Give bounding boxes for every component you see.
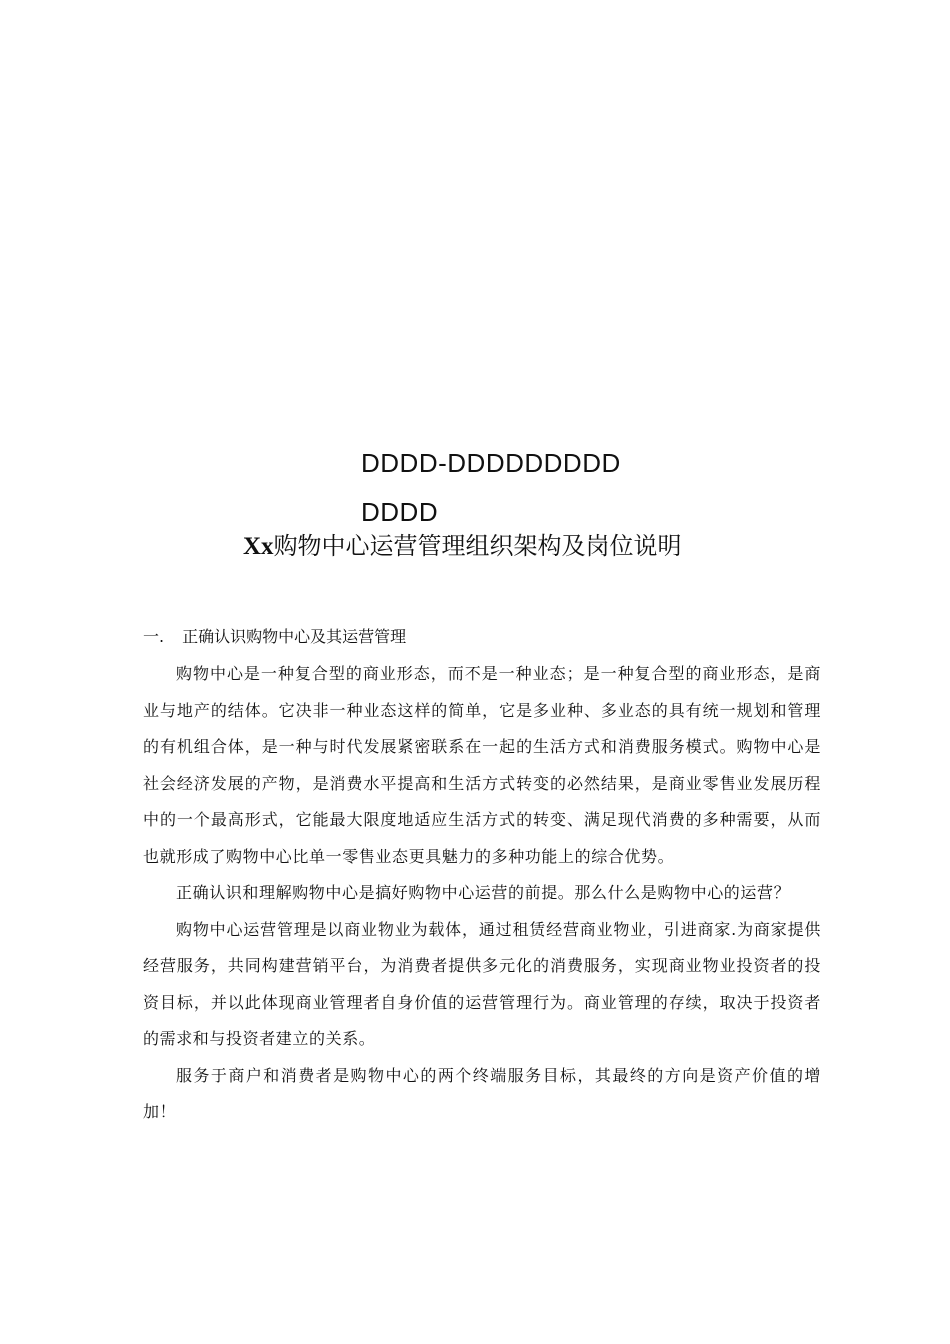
title-prefix: Xx xyxy=(243,533,274,560)
paragraph: 购物中心运营管理是以商业物业为载体，通过租赁经营商业物业，引进商家.为商家提供经营服务，共同构建营销平台，为消费者提供多元化的消费服务，实现商业物业投资者的投资目标，并以此体现商业管理者自身价值的运营管理行为。商业管理的存续，取决于投资者的需求和与投资者建立的关系。 xyxy=(143,919,821,1048)
section-number: 一. xyxy=(143,627,165,646)
section-title: 正确认识购物中心及其运营管理 xyxy=(182,627,407,646)
section-heading xyxy=(143,624,406,647)
paragraph: 购物中心是一种复合型的商业形态，而不是一种业态；是一种复合型的商业形态，是商业与地产的结体。它决非一种业态这样的简单，它是多业种、多业态的具有统一规划和管理的有机组合体，是一种与时代发展紧密联系在一起的生活方式和消费服务模式。购物中心是社会经济发展的产物，是消费水平提高和生活方式转变的必然结果，是商业零售业发展历程中的一个最高形式，它能最大限度地适应生活方式的转变、满足现代消费的多种需要，从而也就形成了购物中心比单一零售业态更具魅力的多种功能上的综合优势。 xyxy=(143,664,821,866)
title-main: 购物中心运营管理组织架构及岗位说明 xyxy=(273,532,682,560)
paragraph: 服务于商户和消费者是购物中心的两个终端服务目标，其最终的方向是资产价值的增加！ xyxy=(143,1065,821,1121)
header-code-line: DDDD-DDDDDDDDD xyxy=(361,448,621,478)
document-title xyxy=(243,526,682,561)
body-text xyxy=(143,656,821,1131)
paragraph: 正确认识和理解购物中心是搞好购物中心运营的前提。那么什么是购物中心的运营？ xyxy=(176,883,791,902)
header-code-line-2: DDDD xyxy=(361,497,439,527)
